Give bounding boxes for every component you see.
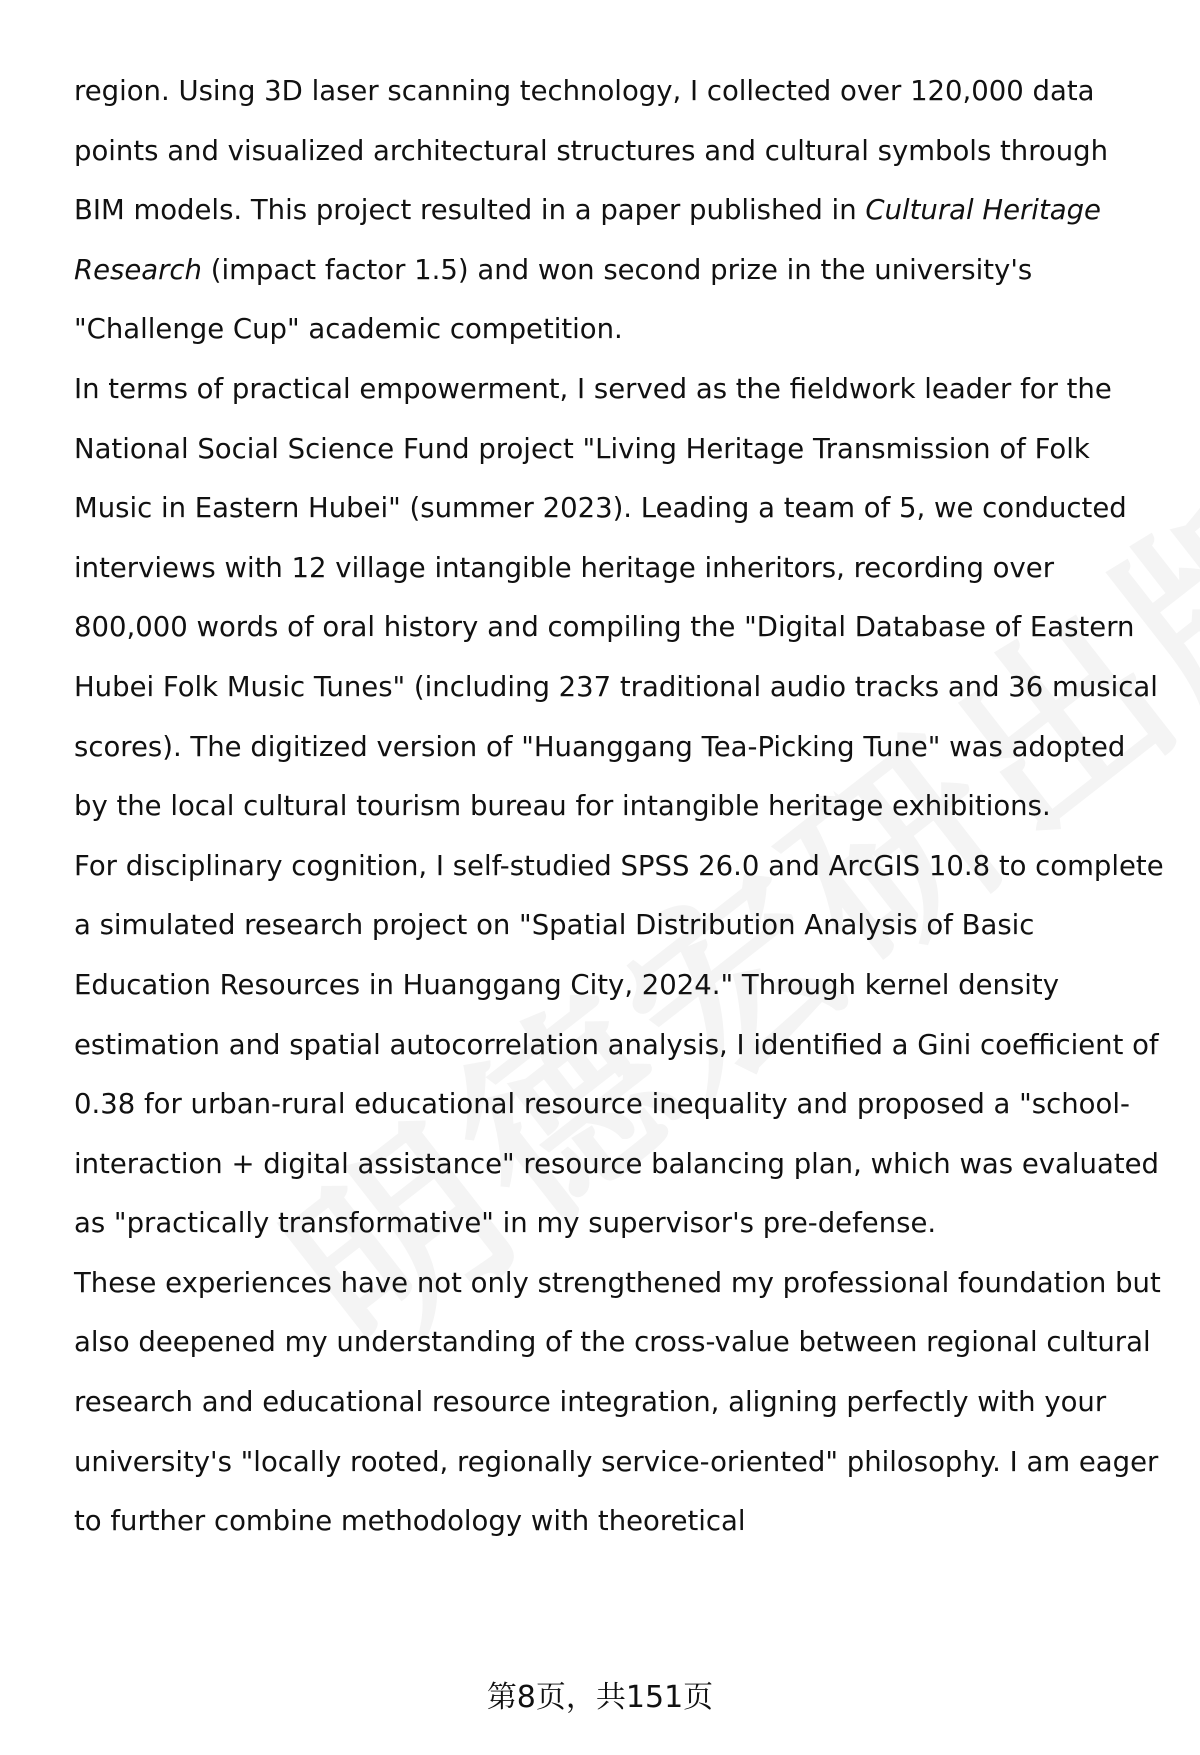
paragraph-text: In terms of practical empowerment, I served as the fieldwork leader for the National Social Science Fund project "Living Heritage Transmission of Folk Music in Eastern Hubei" (summer 2023). Leading a team of 5, we conducted interviews with 12 village intangible heritage inheritors, recording over 800,000 words of oral history and compiling the "Digital Database of Eastern Hubei Folk Music Tunes" (including 237 traditional audio tracks and 36 musical scores). The digitized version of "Huanggang Tea-Picking Tune" was adopted by the local cultural tourism bureau for intangible heritage exhibitions. xyxy=(74,372,1158,823)
paragraph-text: (impact factor 1.5) and won second prize in the university's "Challenge Cup" academic competition. xyxy=(74,253,1033,346)
page-number-footer: 第8页，共151页 xyxy=(486,1680,714,1715)
paragraph-conclusion xyxy=(74,1254,1164,1552)
document-body xyxy=(74,62,1164,1552)
paragraph-disciplinary-cognition xyxy=(74,837,1164,1254)
paragraph-text: region. Using 3D laser scanning technology, I collected over 120,000 data points and visualized architectural structures and cultural symbols through BIM models. This project resulted in a paper published in xyxy=(74,75,1109,227)
paragraph-heritage-scanning xyxy=(74,62,1164,360)
paragraph-text: For disciplinary cognition, I self-studied SPSS 26.0 and ArcGIS 10.8 to complete a simulated research project on "Spatial Distribution Analysis of Basic Education Resources in Huanggang City, 2024." Through kernel density estimation and spatial autocorrelation analysis, I identified a Gini coefficient of 0.38 for urban-rural educational resource inequality and proposed a "school-interaction + digital assistance" resource balancing plan, which was evaluated as "practically transformative" in my supervisor's pre-defense. xyxy=(74,849,1164,1240)
paragraph-practical-empowerment xyxy=(74,360,1164,837)
journal-title: Cultural Heritage Research xyxy=(74,194,1101,286)
paragraph-text: These experiences have not only strengthened my professional foundation but also deepened my understanding of the cross-value between regional cultural research and educational resource integration, aligning perfectly with your university's "locally rooted, regionally service-oriented" philosophy. I am eager to further combine methodology with theoretical xyxy=(74,1266,1161,1538)
